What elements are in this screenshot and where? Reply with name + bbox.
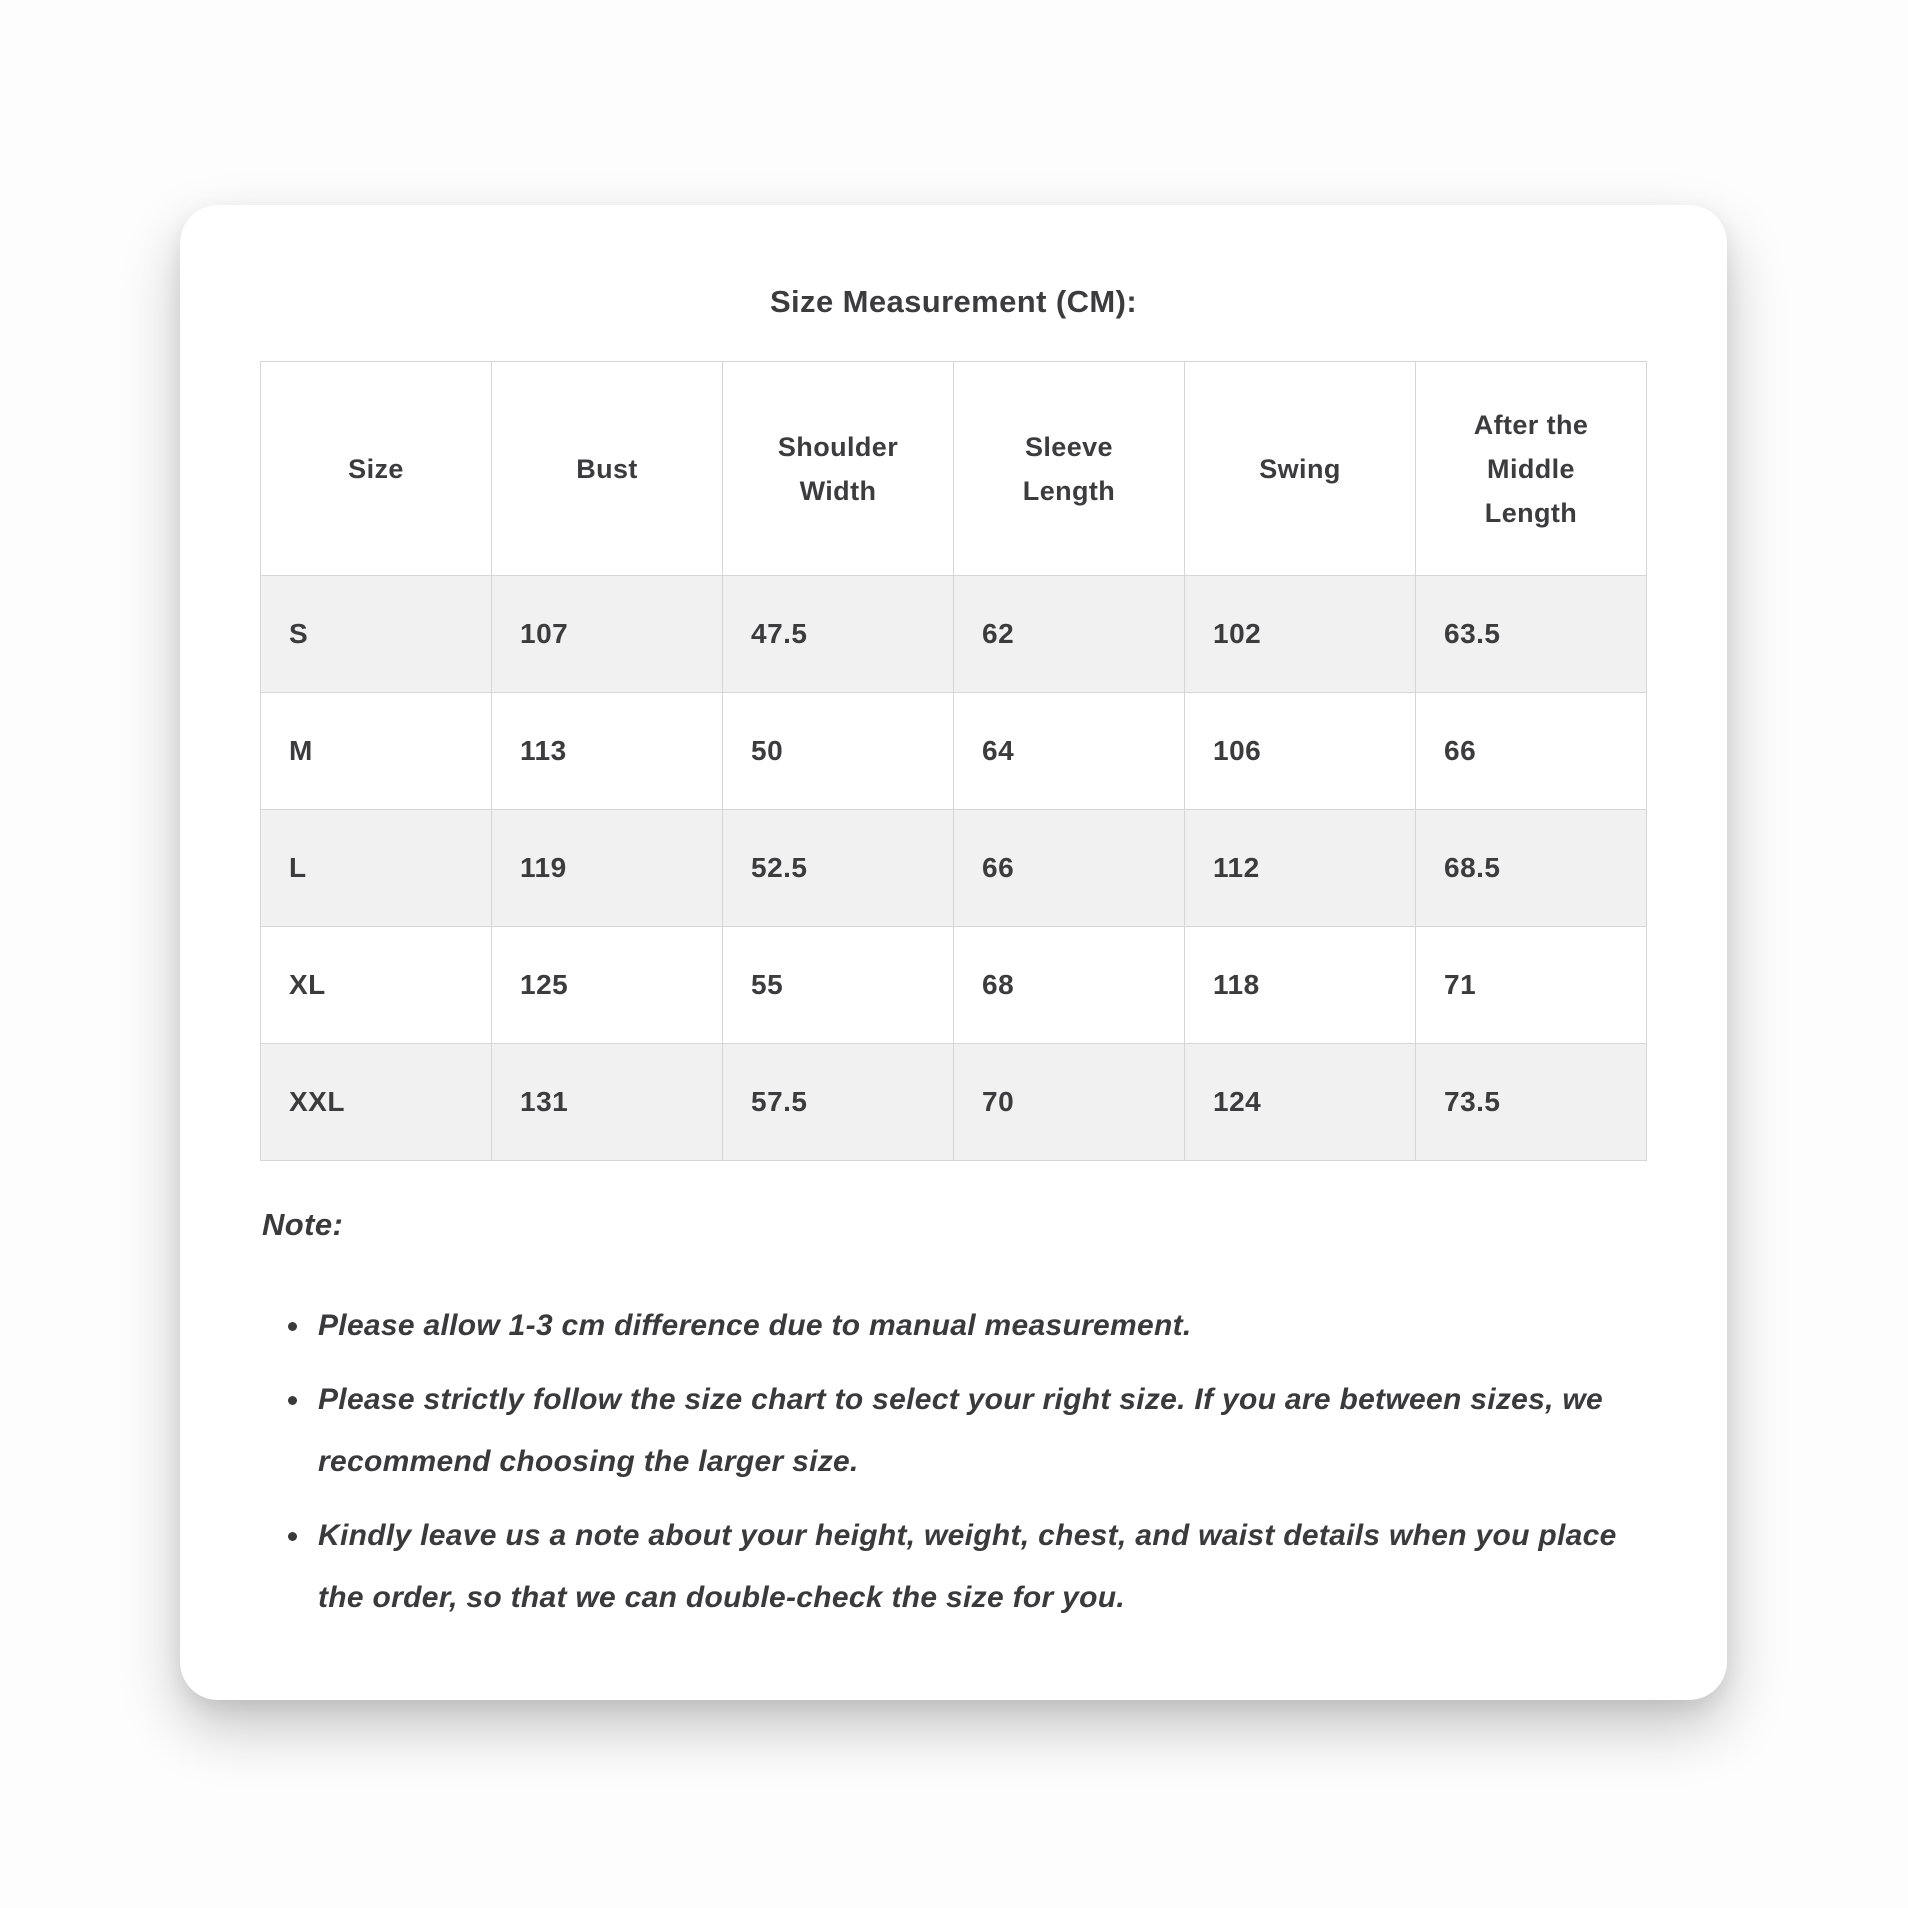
table-row	[261, 810, 1647, 927]
size-chart-card	[180, 205, 1727, 1700]
table-body	[261, 576, 1647, 1161]
cell-value: 47.5	[723, 576, 954, 693]
column-header-after-the-middle-length: After the Middle Length	[1416, 362, 1647, 576]
table-row	[261, 927, 1647, 1044]
column-header-size: Size	[261, 362, 492, 576]
note-item: • Please strictly follow the size chart to select your right size. If you are between sizes, we recommend choosing the larger size.	[312, 1369, 1647, 1493]
cell-value: 106	[1185, 693, 1416, 810]
cell-value: 125	[492, 927, 723, 1044]
cell-value: 113	[492, 693, 723, 810]
cell-size: S	[261, 576, 492, 693]
size-measurement-table	[260, 361, 1647, 1161]
cell-size: XL	[261, 927, 492, 1044]
cell-value: 107	[492, 576, 723, 693]
cell-value: 57.5	[723, 1044, 954, 1161]
table-row	[261, 1044, 1647, 1161]
cell-value: 70	[954, 1044, 1185, 1161]
page-title: Size Measurement (CM):	[769, 284, 1138, 319]
cell-value: 71	[1416, 927, 1647, 1044]
note-list	[260, 1295, 1647, 1629]
note-heading: Note:	[262, 1207, 344, 1242]
cell-value: 131	[492, 1044, 723, 1161]
cell-value: 68.5	[1416, 810, 1647, 927]
cell-value: 66	[954, 810, 1185, 927]
cell-value: 63.5	[1416, 576, 1647, 693]
cell-size: XXL	[261, 1044, 492, 1161]
cell-value: 52.5	[723, 810, 954, 927]
column-header-shoulder-width: Shoulder Width	[723, 362, 954, 576]
cell-size: L	[261, 810, 492, 927]
cell-value: 124	[1185, 1044, 1416, 1161]
cell-value: 119	[492, 810, 723, 927]
cell-value: 62	[954, 576, 1185, 693]
cell-value: 66	[1416, 693, 1647, 810]
note-item: • Kindly leave us a note about your height, weight, chest, and waist details when you place the order, so that we can double-check the size for you.	[312, 1505, 1647, 1629]
cell-value: 73.5	[1416, 1044, 1647, 1161]
cell-value: 112	[1185, 810, 1416, 927]
note-item: • Please allow 1-3 cm difference due to manual measurement.	[312, 1295, 1647, 1357]
cell-value: 68	[954, 927, 1185, 1044]
column-header-bust: Bust	[492, 362, 723, 576]
cell-size: M	[261, 693, 492, 810]
cell-value: 118	[1185, 927, 1416, 1044]
table-header-row	[261, 362, 1647, 576]
cell-value: 55	[723, 927, 954, 1044]
column-header-swing: Swing	[1185, 362, 1416, 576]
table-header	[261, 362, 1647, 576]
cell-value: 64	[954, 693, 1185, 810]
table-row	[261, 576, 1647, 693]
column-header-sleeve-length: Sleeve Length	[954, 362, 1185, 576]
table-row	[261, 693, 1647, 810]
cell-value: 50	[723, 693, 954, 810]
cell-value: 102	[1185, 576, 1416, 693]
